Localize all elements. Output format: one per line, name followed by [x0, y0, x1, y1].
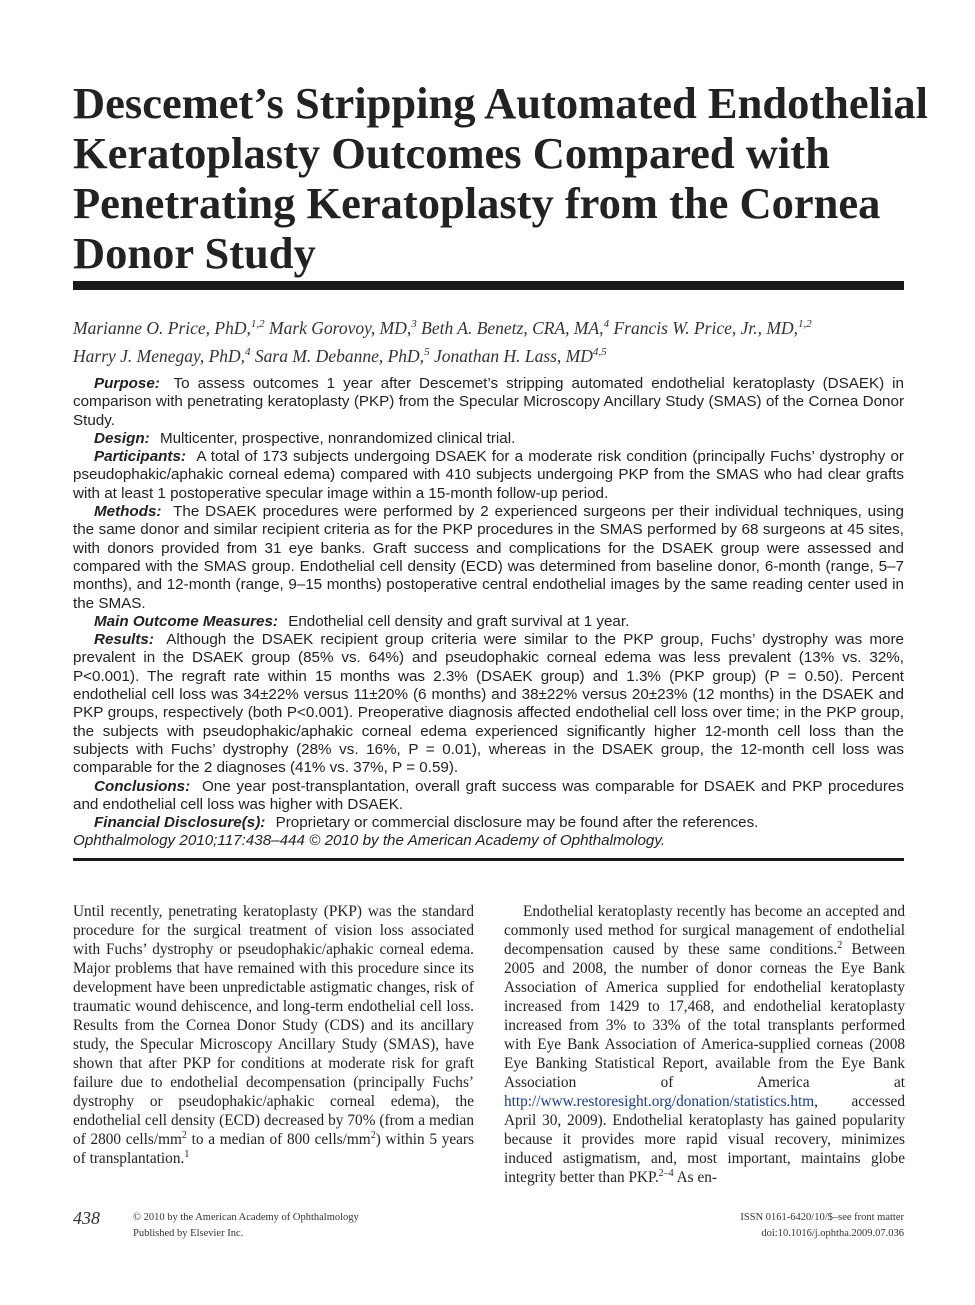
body-text: Endothelial keratoplasty recently has become an accepted and commonly used method for surgical management of endothelial decompensation caused by these same conditions.: [504, 903, 905, 958]
author-name: Jonathan H. Lass, MD: [433, 345, 593, 366]
abstract-outcome-measures: [73, 613, 904, 631]
author-name: Harry J. Menegay, PhD,: [73, 345, 246, 366]
author-line: [73, 340, 913, 368]
author-affiliation: 4: [245, 345, 251, 358]
author-line: [73, 312, 913, 340]
body-paragraph: [504, 902, 905, 1187]
abstract-purpose: [73, 375, 904, 430]
title-line: Descemet’s Stripping Automated Endothelial: [73, 78, 928, 128]
author-name: Sara M. Debanne, PhD,: [254, 345, 425, 366]
author-affiliation: 3: [411, 318, 417, 330]
body-text: Between 2005 and 2008, the number of donor corneas the Eye Bank Association of America supplied for endothelial keratoplasty increased from 1429 to 17,468, and endothelial keratoplasty increased from 3% to 33% of the total transplants performed with Eye Bank Association of America-supplied corneas (2008 Eye Banking Statistical Report, available from the Eye Bank Association of America at: [504, 941, 905, 1091]
body-text: As en-: [673, 1169, 717, 1186]
section-text: The DSAEK procedures were performed by 2 experienced surgeons per their individual techniques, using the same donor and similar recipient criteria as for the PKP procedures in the SMAS performed by 68 surgeons at 45 sites, with donors provided from 31 eye banks. Graft success and complications for the DSAEK group were assessed and compared with the SMAS group. Endothelial cell density (ECD) was determined from baseline donor, 6-month (range, 5–7 months), and 12-month (range, 9–15 months) postoperative central endothelial images by the same reading center used in the SMAS.: [73, 503, 904, 612]
body-text: to a median of 800 cells/mm: [186, 1131, 371, 1148]
superscript: 2: [181, 1129, 187, 1141]
section-label: Methods:: [94, 503, 162, 521]
section-label: Main Outcome Measures:: [94, 612, 278, 630]
section-label: Purpose:: [94, 375, 160, 392]
page-number: 438: [73, 1208, 100, 1228]
reference-marker[interactable]: 2: [837, 939, 843, 951]
author-name: Marianne O. Price, PhD,: [73, 317, 251, 338]
section-label: Conclusions:: [94, 777, 191, 795]
issn-line: ISSN 0161-6420/10/$–see front matter: [740, 1212, 904, 1223]
section-label: Financial Disclosure(s):: [94, 814, 266, 832]
author-list: [73, 312, 913, 368]
abstract-design: [73, 430, 904, 448]
abstract-methods: [73, 503, 904, 613]
abstract: [73, 375, 904, 851]
author-affiliation: 1,2: [250, 318, 265, 330]
title-divider: [73, 281, 904, 290]
footer-right: [740, 1210, 904, 1242]
publisher-line: Published by Elsevier Inc.: [133, 1228, 244, 1239]
author-name: Francis W. Price, Jr., MD,: [613, 317, 798, 338]
abstract-citation-line: [73, 832, 904, 850]
article-title: [73, 78, 928, 278]
journal-citation: Ophthalmology 2010;117:438–444 © 2010 by the American Academy of Ophthalmology.: [73, 832, 666, 850]
copyright-line: © 2010 by the American Academy of Ophthalmology: [133, 1212, 359, 1223]
abstract-participants: [73, 448, 904, 503]
section-label: Results:: [94, 631, 154, 649]
author-affiliation: 5: [424, 345, 430, 358]
reference-marker[interactable]: 1: [184, 1148, 190, 1160]
section-text: Proprietary or commercial disclosure may be found after the references.: [275, 814, 759, 832]
section-text: One year post-transplantation, overall graft success was comparable for DSAEK and PKP procedures and endothelial cell loss was higher with DSAEK.: [73, 777, 904, 813]
abstract-disclosure: [73, 814, 904, 832]
abstract-results: [73, 631, 904, 777]
abstract-divider: [73, 858, 904, 861]
title-line: Donor Study: [73, 228, 316, 278]
author-affiliation: 4: [603, 318, 610, 330]
superscript: 2: [370, 1129, 376, 1141]
abstract-conclusions: [73, 778, 904, 815]
body-paragraph: [73, 902, 474, 1168]
section-text: To assess outcomes 1 year after Descemet’s stripping automated endothelial keratoplasty (DSAEK) in comparison with penetrating keratoplasty (PKP) from the Specular Microscopy Ancillary Study (SMAS) of the Cornea Donor Study.: [73, 375, 904, 429]
body-text: , accessed April 30, 2009). Endothelial keratoplasty has gained popularity because it provides more rapid visual recovery, minimizes induced astigmatism, and, most important, maintains globe integrity better than PKP.: [504, 1093, 905, 1186]
body-column-left: [73, 902, 474, 1168]
author-name: Mark Gorovoy, MD,: [269, 317, 412, 338]
body-text: Until recently, penetrating keratoplasty (PKP) was the standard procedure for the surgical treatment of vision loss associated with Fuchs’ dystrophy or pseudophakic/aphakic corneal edema. Major problems that have remained with this procedure since its development have been unpredictable astigmatic changes, risk of traumatic wound dehiscence, and long-term endothelial cell loss. Results from the Cornea Donor Study (CDS) and its ancillary study, the Specular Microscopy Ancillary Study (SMAS), have shown that after PKP for conditions at moderate risk for graft failure due to endothelial decompensation (principally Fuchs’ dystrophy or pseudophakic/aphakic corneal edema), the endothelial cell density (ECD) decreased by 70% (from a median of 2800 cells/mm: [73, 903, 474, 1148]
section-text: Endothelial cell density and graft survival at 1 year.: [288, 612, 630, 630]
section-text: Multicenter, prospective, nonrandomized clinical trial.: [159, 429, 516, 447]
author-affiliation: 1,2: [797, 318, 812, 330]
section-text: A total of 173 subjects undergoing DSAEK for a moderate risk condition (principally Fuchs’ dystrophy or pseudophakic/aphakic corneal edema) compared with 410 subjects undergoing PKP from the SMAS who had clear grafts with at least 1 postoperative specular image within a 15-month follow-up period.: [73, 448, 904, 502]
title-line: Keratoplasty Outcomes Compared with: [73, 128, 830, 178]
section-text: Although the DSAEK recipient group criteria were similar to the PKP group, Fuchs’ dystrophy was more prevalent in the DSAEK group (85% vs. 64%) and pseudophakic corneal edema was less prevalent (13% vs. 32%, P<0.001). The regraft rate within 15 months was 2.3% (DSAEK group) and 1.3% (PKP group) (P = 0.50). Percent endothelial cell loss was 34±22% versus 11±20% (6 months) and 38±22% versus 20±23% (12 months) in the DSAEK and PKP groups, respectively (both P<0.001). Preoperative diagnosis affected endothelial cell loss over time; in the PKP group, the subjects with pseudophakic/aphakic corneal edema experienced significantly higher 12-month cell loss than the subjects with Fuchs’ dystrophy (28% vs. 16%, P = 0.01), whereas in the DSAEK group, the 12-month cell loss was comparable for the 2 diagnoses (41% vs. 37%, P = 0.59).: [73, 631, 904, 777]
section-label: Design:: [94, 429, 150, 447]
author-name: Beth A. Benetz, CRA, MA,: [421, 317, 604, 338]
footer-left: [133, 1210, 359, 1242]
doi-line: doi:10.1016/j.ophtha.2009.07.036: [761, 1228, 904, 1239]
title-line: Penetrating Keratoplasty from the Cornea: [73, 178, 881, 228]
statistics-link[interactable]: http://www.restoresight.org/donation/statistics.htm: [504, 1093, 815, 1110]
body-column-right: [504, 902, 905, 1187]
reference-marker[interactable]: 2–4: [658, 1167, 674, 1179]
body-text: ) within 5 years of transplantation.: [73, 1131, 474, 1167]
author-affiliation: 4,5: [592, 345, 607, 358]
section-label: Participants:: [94, 448, 186, 466]
